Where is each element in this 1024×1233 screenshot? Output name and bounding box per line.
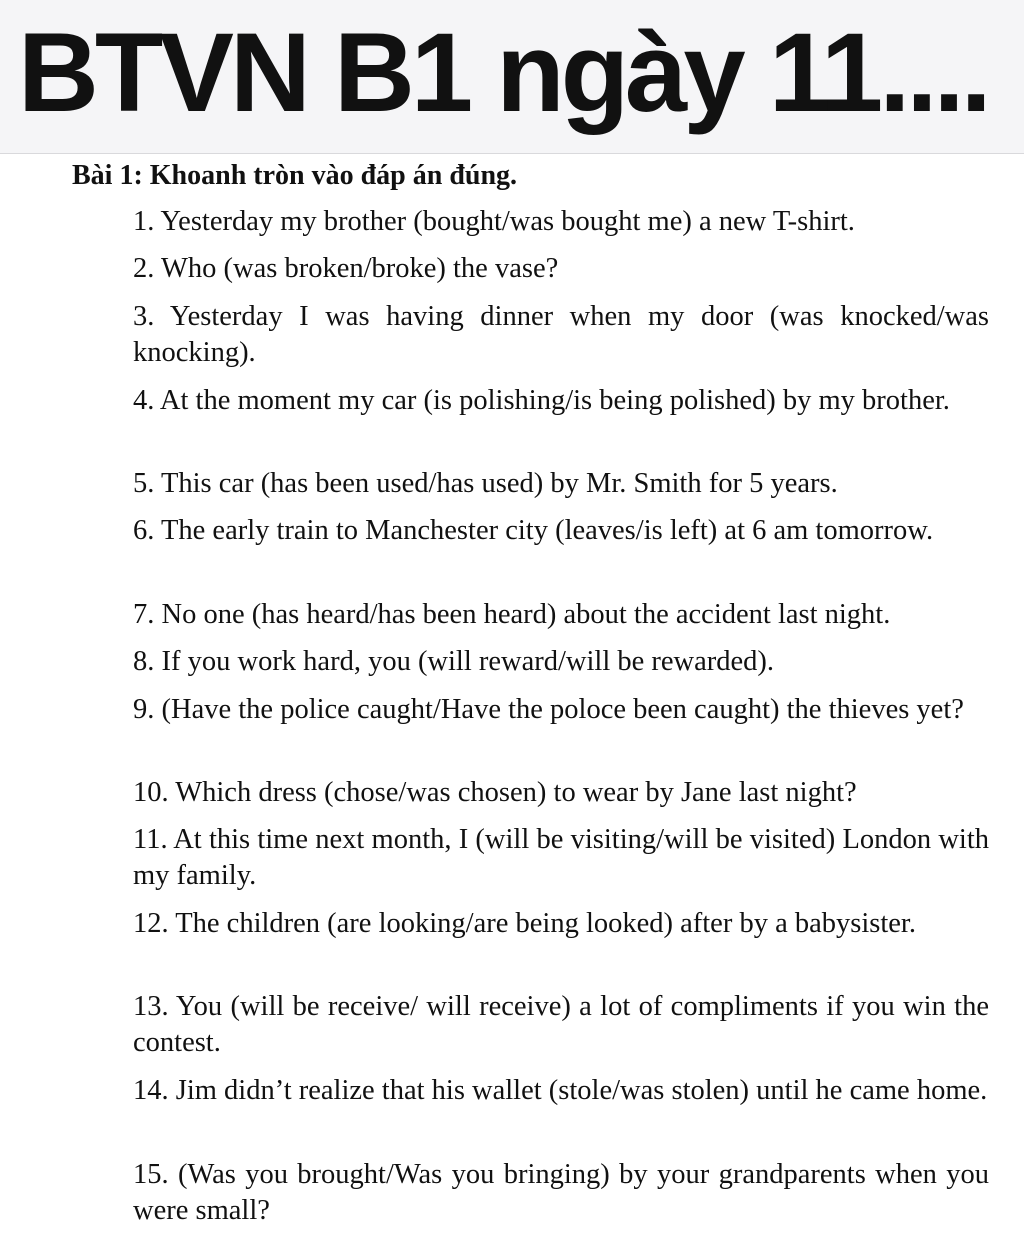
page-title: BTVN B1 ngày 11.... — [18, 10, 988, 135]
question-13: 13. You (will be receive/ will receive) a lot of compliments if you win the contest. — [133, 991, 989, 1058]
question-7: 7. No one (has heard/has been heard) about the accident last night. — [133, 599, 891, 630]
title-bar — [0, 0, 1024, 154]
question-3: 3. Yesterday I was having dinner when my door (was knocked/was knocking). — [133, 301, 989, 368]
question-1: 1. Yesterday my brother (bought/was bought me) a new T-shirt. — [133, 206, 855, 237]
question-15: 15. (Was you brought/Was you bringing) by your grandparents when you were small? — [133, 1159, 989, 1226]
exercise-heading: Bài 1: Khoanh tròn vào đáp án đúng. — [72, 160, 518, 191]
question-5: 5. This car (has been used/has used) by Mr. Smith for 5 years. — [133, 468, 838, 499]
question-12: 12. The children (are looking/are being looked) after by a babysister. — [133, 908, 916, 939]
question-4: 4. At the moment my car (is polishing/is being polished) by my brother. — [133, 385, 950, 416]
question-14: 14. Jim didn’t realize that his wallet (stole/was stolen) until he came home. — [133, 1075, 988, 1106]
question-6: 6. The early train to Manchester city (leaves/is left) at 6 am tomorrow. — [133, 515, 934, 546]
question-9: 9. (Have the police caught/Have the poloce been caught) the thieves yet? — [133, 694, 964, 725]
question-10: 10. Which dress (chose/was chosen) to wear by Jane last night? — [133, 777, 857, 808]
question-8: 8. If you work hard, you (will reward/will be rewarded). — [133, 646, 775, 677]
question-2: 2. Who (was broken/broke) the vase? — [133, 253, 559, 284]
question-11: 11. At this time next month, I (will be visiting/will be visited) London with my family. — [133, 824, 989, 891]
